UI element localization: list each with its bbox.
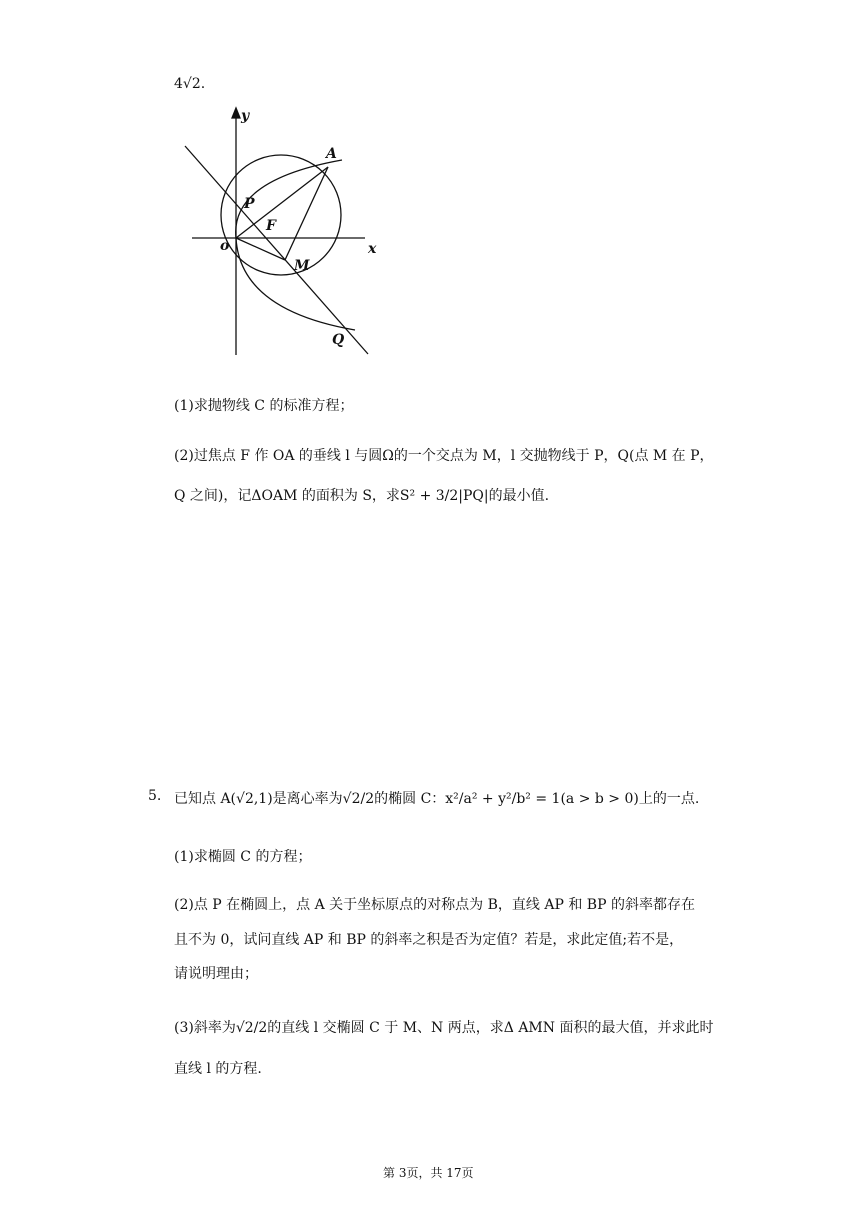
q5-part1: (1)求椭圆 C 的方程； [174,849,312,865]
q4-part2-line1: (2)过焦点 F 作 OA 的垂线 l 与圆Ω的一个交点为 M，l 交抛物线于 P，Q(点 M 在 P， [174,448,714,464]
label-Q: Q [332,332,345,348]
q4-part2-line2: Q 之间)，记ΔOAM 的面积为 S，求S² + 3/2|PQ|的最小值. [174,488,550,504]
line-l [185,146,368,354]
label-A: A [326,146,337,162]
y-axis-arrow [232,108,240,118]
label-x: x [368,241,377,257]
q5-part2-line2: 且不为 0，试问直线 AP 和 BP 的斜率之积是否为定值？若是，求此定值;若不是， [174,932,684,948]
q5-stem: 已知点 A(√2,1)是离心率为√2/2的椭圆 C：x²/a² + y²/b² = 1(a > b > 0)上的一点. [174,791,700,807]
q5-part2-line1: (2)点 P 在椭圆上，点 A 关于坐标原点的对称点为 B，直线 AP 和 BP 的斜率都存在 [174,897,695,913]
q5-number: 5. [148,788,162,804]
label-y: y [241,108,250,124]
label-F: F [266,218,276,234]
previous-answer: 4√2. [174,76,206,92]
q4-part1: (1)求抛物线 C 的标准方程； [174,398,354,414]
segment-AM [285,167,328,260]
q5-part2-line3: 请说明理由； [174,966,258,982]
parabola [236,160,355,330]
label-M: M [294,258,310,274]
parabola-circle-figure [180,100,390,362]
label-o: o [220,238,230,254]
label-P: P [244,196,255,212]
page-footer: 第 3页，共 17页 [383,1166,474,1180]
q5-part3-line1: (3)斜率为√2/2的直线 l 交椭圆 C 于 M、N 两点，求Δ AMN 面积的最大值，并求此时 [174,1020,714,1036]
segment-OM [236,238,285,260]
q5-part3-line2: 直线 l 的方程. [174,1061,262,1077]
